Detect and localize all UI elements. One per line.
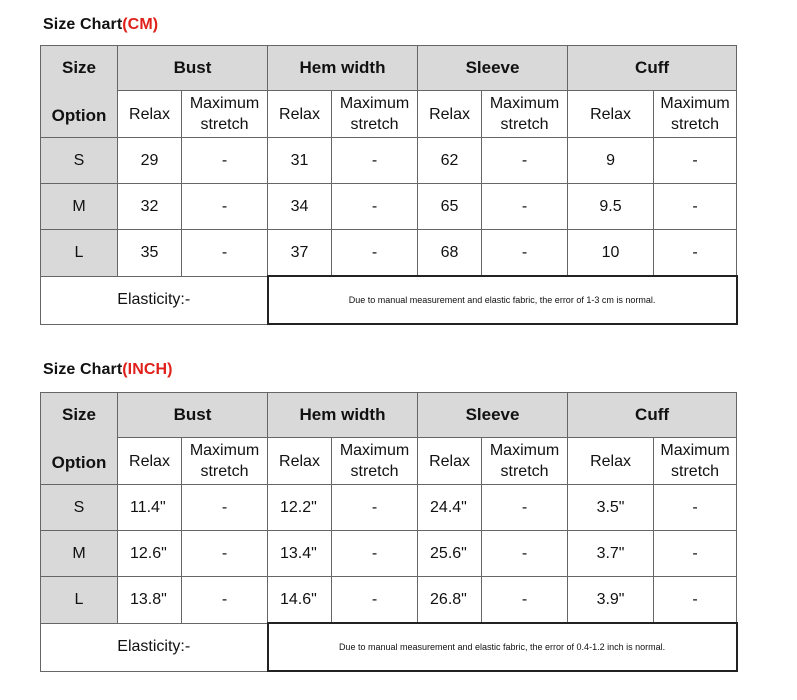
cuff-relax-cell: 9.5 [568, 184, 654, 230]
sleeve-max-cell: - [482, 184, 568, 230]
cuff-relax-cell: 10 [568, 230, 654, 277]
max-label: Maximum [489, 442, 560, 459]
max-stretch-subheader [654, 438, 737, 485]
hem-max-cell: - [332, 531, 418, 577]
sleeve-relax-cell: 65 [418, 184, 482, 230]
cuff-group-header: Cuff [568, 46, 737, 91]
max-stretch-subheader [332, 438, 418, 485]
chart-title-text: Size Chart [43, 361, 123, 378]
bust-relax-cell: 13.8" [118, 577, 182, 624]
cuff-max-cell: - [654, 531, 737, 577]
max-stretch-subheader [182, 438, 268, 485]
elasticity-label: Elasticity:- [41, 623, 268, 671]
size-option-header [41, 46, 118, 138]
sleeve-max-cell: - [482, 531, 568, 577]
cuff-relax-cell: 3.5" [568, 485, 654, 531]
relax-subheader: Relax [118, 438, 182, 485]
sleeve-max-cell: - [482, 485, 568, 531]
hem-width-group-header: Hem width [268, 393, 418, 438]
chart-title-text: Size Chart [43, 16, 123, 33]
sleeve-group-header: Sleeve [418, 393, 568, 438]
hem-max-cell: - [332, 485, 418, 531]
relax-subheader: Relax [118, 91, 182, 138]
relax-subheader: Relax [568, 91, 654, 138]
sleeve-max-cell: - [482, 138, 568, 184]
stretch-label: stretch [671, 463, 720, 480]
size-header-label: Size [61, 404, 97, 424]
size-label: L [41, 230, 118, 277]
bust-relax-cell: 12.6" [118, 531, 182, 577]
size-chart-cm-title [43, 16, 158, 34]
stretch-label: stretch [350, 463, 399, 480]
cuff-max-cell: - [654, 577, 737, 624]
size-label: M [41, 184, 118, 230]
chart-unit-label: (CM) [122, 16, 159, 33]
bust-group-header: Bust [118, 393, 268, 438]
cuff-max-cell: - [654, 184, 737, 230]
sleeve-relax-cell: 62 [418, 138, 482, 184]
table-row [41, 230, 737, 277]
elasticity-label: Elasticity:- [41, 276, 268, 324]
size-label: S [41, 485, 118, 531]
table-row [41, 184, 737, 230]
bust-max-cell: - [182, 577, 268, 624]
size-table-cm [40, 45, 738, 325]
sleeve-max-cell: - [482, 230, 568, 277]
relax-subheader: Relax [268, 91, 332, 138]
max-label: Maximum [339, 442, 410, 459]
stretch-label: stretch [500, 116, 549, 133]
cuff-relax-cell: 3.7" [568, 531, 654, 577]
stretch-label: stretch [500, 463, 549, 480]
sleeve-group-header: Sleeve [418, 46, 568, 91]
sleeve-relax-cell: 24.4" [418, 485, 482, 531]
table-row [41, 577, 737, 624]
max-label: Maximum [189, 442, 260, 459]
bust-max-cell: - [182, 184, 268, 230]
size-header-label: Size [61, 57, 97, 77]
stretch-label: stretch [200, 463, 249, 480]
size-label: S [41, 138, 118, 184]
bust-max-cell: - [182, 485, 268, 531]
table-footer-row [41, 623, 737, 671]
hem-max-cell: - [332, 230, 418, 277]
cuff-group-header: Cuff [568, 393, 737, 438]
table-footer-row [41, 276, 737, 324]
relax-subheader: Relax [418, 438, 482, 485]
stretch-label: stretch [200, 116, 249, 133]
max-label: Maximum [339, 95, 410, 112]
stretch-label: stretch [671, 116, 720, 133]
max-label: Maximum [660, 95, 730, 112]
relax-subheader: Relax [568, 438, 654, 485]
hem-max-cell: - [332, 184, 418, 230]
measurement-note: Due to manual measurement and elastic fabric, the error of 1-3 cm is normal. [268, 276, 737, 324]
sleeve-relax-cell: 25.6" [418, 531, 482, 577]
table-row [41, 138, 737, 184]
cuff-max-cell: - [654, 485, 737, 531]
measurement-note: Due to manual measurement and elastic fabric, the error of 0.4-1.2 inch is normal. [268, 623, 737, 671]
option-header-label: Option [51, 105, 107, 125]
hem-width-group-header: Hem width [268, 46, 418, 91]
max-stretch-subheader [482, 438, 568, 485]
bust-relax-cell: 35 [118, 230, 182, 277]
bust-relax-cell: 29 [118, 138, 182, 184]
size-label: L [41, 577, 118, 624]
cuff-max-cell: - [654, 230, 737, 277]
size-option-header [41, 393, 118, 485]
bust-relax-cell: 32 [118, 184, 182, 230]
cuff-relax-cell: 3.9" [568, 577, 654, 624]
table-row [41, 485, 737, 531]
size-chart-inch-title [43, 361, 173, 379]
max-label: Maximum [489, 95, 560, 112]
sleeve-relax-cell: 68 [418, 230, 482, 277]
hem-relax-cell: 12.2" [268, 485, 332, 531]
max-label: Maximum [660, 442, 730, 459]
max-stretch-subheader [332, 91, 418, 138]
max-stretch-subheader [482, 91, 568, 138]
size-label: M [41, 531, 118, 577]
option-header-label: Option [51, 452, 107, 472]
max-label: Maximum [189, 95, 260, 112]
hem-relax-cell: 31 [268, 138, 332, 184]
size-table-inch [40, 392, 738, 672]
hem-max-cell: - [332, 138, 418, 184]
bust-max-cell: - [182, 138, 268, 184]
bust-group-header: Bust [118, 46, 268, 91]
hem-relax-cell: 37 [268, 230, 332, 277]
bust-max-cell: - [182, 230, 268, 277]
chart-unit-label: (INCH) [122, 361, 173, 378]
hem-max-cell: - [332, 577, 418, 624]
relax-subheader: Relax [418, 91, 482, 138]
cuff-relax-cell: 9 [568, 138, 654, 184]
bust-relax-cell: 11.4" [118, 485, 182, 531]
hem-relax-cell: 34 [268, 184, 332, 230]
max-stretch-subheader [654, 91, 737, 138]
stretch-label: stretch [350, 116, 399, 133]
max-stretch-subheader [182, 91, 268, 138]
sleeve-relax-cell: 26.8" [418, 577, 482, 624]
sleeve-max-cell: - [482, 577, 568, 624]
table-row [41, 531, 737, 577]
cuff-max-cell: - [654, 138, 737, 184]
hem-relax-cell: 14.6" [268, 577, 332, 624]
relax-subheader: Relax [268, 438, 332, 485]
hem-relax-cell: 13.4" [268, 531, 332, 577]
bust-max-cell: - [182, 531, 268, 577]
